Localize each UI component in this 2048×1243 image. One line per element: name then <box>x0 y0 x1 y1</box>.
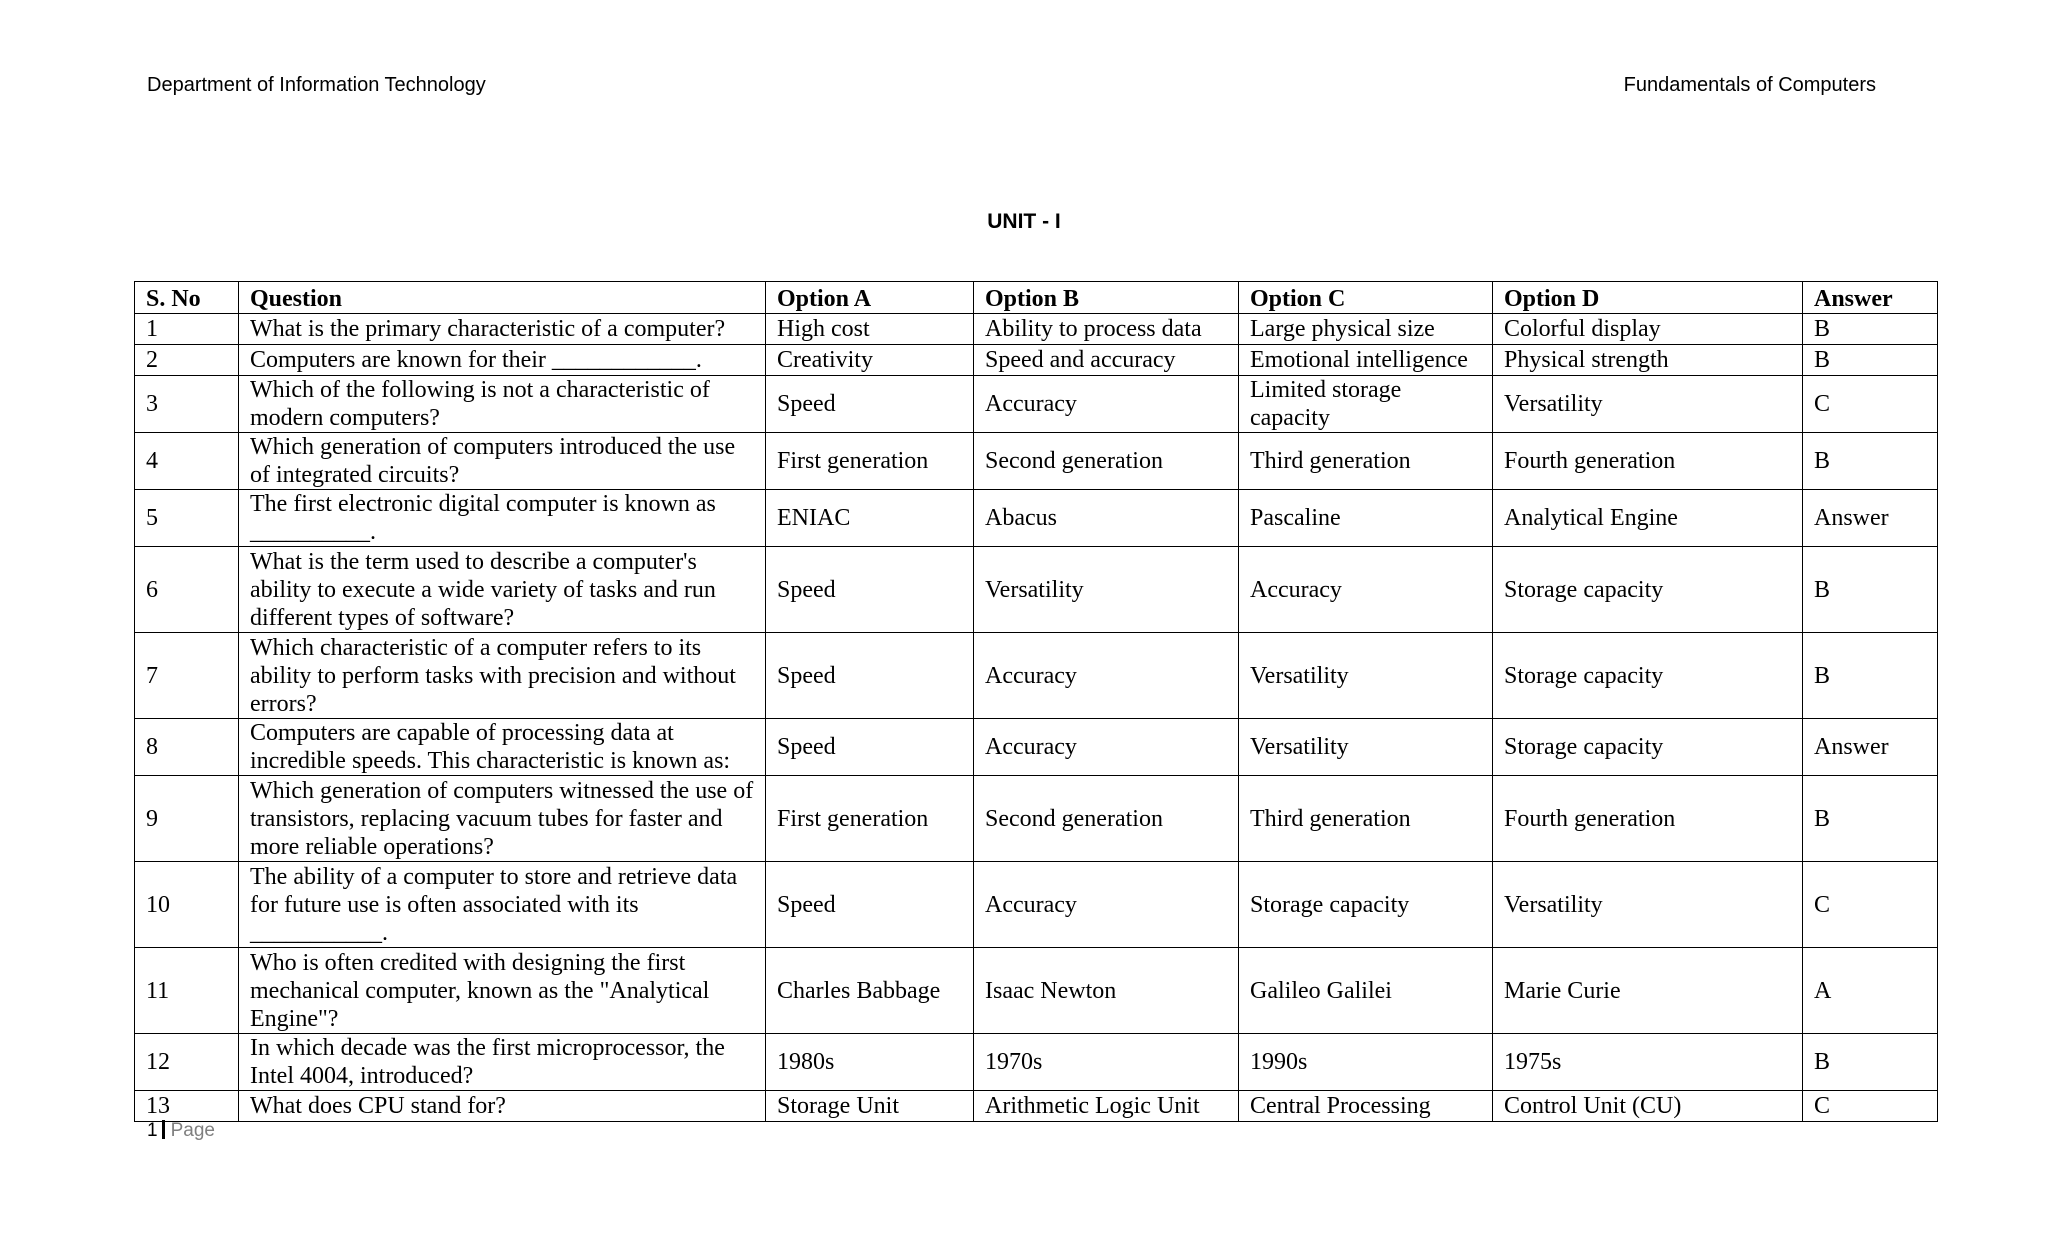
cell-question: In which decade was the first microprocessor, the Intel 4004, introduced? <box>239 1034 766 1091</box>
cell-option-a: Creativity <box>766 345 974 376</box>
cell-question: What is the primary characteristic of a computer? <box>239 314 766 345</box>
cell-option-a: First generation <box>766 776 974 862</box>
cell-option-c: Third generation <box>1239 433 1493 490</box>
cell-option-b: Accuracy <box>974 719 1239 776</box>
cell-answer: C <box>1803 376 1938 433</box>
mcq-table <box>134 281 1938 1122</box>
cell-option-c: Large physical size <box>1239 314 1493 345</box>
header-department: Department of Information Technology <box>147 74 486 96</box>
table-row <box>135 490 1938 547</box>
cell-option-a: High cost <box>766 314 974 345</box>
col-header-option-c: Option C <box>1239 282 1493 314</box>
cell-sno: 10 <box>135 862 239 948</box>
cell-question: Which characteristic of a computer refers to its ability to perform tasks with precision and without errors? <box>239 633 766 719</box>
cell-option-a: Storage Unit <box>766 1091 974 1122</box>
cell-answer: B <box>1803 633 1938 719</box>
cell-option-c: 1990s <box>1239 1034 1493 1091</box>
cell-sno: 7 <box>135 633 239 719</box>
header-course: Fundamentals of Computers <box>1623 74 1876 96</box>
cell-sno: 3 <box>135 376 239 433</box>
cell-option-a: 1980s <box>766 1034 974 1091</box>
cell-answer: B <box>1803 433 1938 490</box>
cell-option-b: Accuracy <box>974 862 1239 948</box>
table-row <box>135 345 1938 376</box>
cell-option-c: Accuracy <box>1239 547 1493 633</box>
table-row <box>135 547 1938 633</box>
cell-option-a: First generation <box>766 433 974 490</box>
cell-sno: 8 <box>135 719 239 776</box>
col-header-option-d: Option D <box>1493 282 1803 314</box>
cell-option-d: Versatility <box>1493 376 1803 433</box>
mcq-table-container <box>134 281 1937 1122</box>
cell-answer: B <box>1803 1034 1938 1091</box>
cell-answer: B <box>1803 547 1938 633</box>
table-row <box>135 633 1938 719</box>
table-row <box>135 948 1938 1034</box>
cell-option-a: Speed <box>766 719 974 776</box>
cell-option-d: Colorful display <box>1493 314 1803 345</box>
cell-sno: 12 <box>135 1034 239 1091</box>
table-row <box>135 719 1938 776</box>
cell-option-d: Control Unit (CU) <box>1493 1091 1803 1122</box>
cell-answer: B <box>1803 776 1938 862</box>
cell-option-a: Speed <box>766 862 974 948</box>
cell-option-d: Storage capacity <box>1493 633 1803 719</box>
page-label: Page <box>170 1120 215 1141</box>
cell-sno: 6 <box>135 547 239 633</box>
cell-option-a: Charles Babbage <box>766 948 974 1034</box>
table-row <box>135 1034 1938 1091</box>
cell-sno: 1 <box>135 314 239 345</box>
cell-question: Computers are known for their ____________. <box>239 345 766 376</box>
cell-option-c: Pascaline <box>1239 490 1493 547</box>
cell-question: What does CPU stand for? <box>239 1091 766 1122</box>
cell-option-d: Marie Curie <box>1493 948 1803 1034</box>
cell-option-c: Central Processing <box>1239 1091 1493 1122</box>
cell-sno: 11 <box>135 948 239 1034</box>
cell-option-d: Physical strength <box>1493 345 1803 376</box>
col-header-sno: S. No <box>135 282 239 314</box>
cell-answer: C <box>1803 862 1938 948</box>
table-row <box>135 1091 1938 1122</box>
cell-option-c: Storage capacity <box>1239 862 1493 948</box>
table-row <box>135 862 1938 948</box>
cell-sno: 13 <box>135 1091 239 1122</box>
cell-option-d: Storage capacity <box>1493 719 1803 776</box>
cell-question: The first electronic digital computer is known as __________. <box>239 490 766 547</box>
col-header-answer: Answer <box>1803 282 1938 314</box>
cell-option-b: Isaac Newton <box>974 948 1239 1034</box>
page-number: 1 <box>147 1120 158 1141</box>
table-row <box>135 376 1938 433</box>
cell-question: Computers are capable of processing data at incredible speeds. This characteristic is known as: <box>239 719 766 776</box>
cell-answer: A <box>1803 948 1938 1034</box>
footer-divider <box>162 1120 165 1139</box>
cell-option-d: Storage capacity <box>1493 547 1803 633</box>
cell-sno: 9 <box>135 776 239 862</box>
cell-option-a: ENIAC <box>766 490 974 547</box>
cell-option-a: Speed <box>766 376 974 433</box>
cell-option-b: Speed and accuracy <box>974 345 1239 376</box>
table-row <box>135 776 1938 862</box>
cell-sno: 4 <box>135 433 239 490</box>
cell-question: The ability of a computer to store and retrieve data for future use is often associated with its ___________. <box>239 862 766 948</box>
cell-question: What is the term used to describe a computer's ability to execute a wide variety of tasks and run different types of software? <box>239 547 766 633</box>
cell-option-b: Abacus <box>974 490 1239 547</box>
cell-option-b: Ability to process data <box>974 314 1239 345</box>
cell-option-b: Arithmetic Logic Unit <box>974 1091 1239 1122</box>
cell-option-d: Fourth generation <box>1493 433 1803 490</box>
cell-question: Which generation of computers introduced the use of integrated circuits? <box>239 433 766 490</box>
cell-option-d: Versatility <box>1493 862 1803 948</box>
cell-option-b: Versatility <box>974 547 1239 633</box>
cell-option-b: 1970s <box>974 1034 1239 1091</box>
cell-option-c: Versatility <box>1239 633 1493 719</box>
cell-option-c: Third generation <box>1239 776 1493 862</box>
cell-option-c: Galileo Galilei <box>1239 948 1493 1034</box>
page-footer <box>147 1120 215 1142</box>
cell-option-d: Analytical Engine <box>1493 490 1803 547</box>
cell-sno: 2 <box>135 345 239 376</box>
table-header-row <box>135 282 1938 314</box>
cell-option-a: Speed <box>766 633 974 719</box>
table-body <box>135 314 1938 1122</box>
cell-option-b: Second generation <box>974 433 1239 490</box>
cell-option-b: Accuracy <box>974 376 1239 433</box>
cell-option-c: Versatility <box>1239 719 1493 776</box>
cell-sno: 5 <box>135 490 239 547</box>
table-row <box>135 314 1938 345</box>
cell-answer: B <box>1803 345 1938 376</box>
cell-question: Who is often credited with designing the first mechanical computer, known as the "Analytical Engine"? <box>239 948 766 1034</box>
cell-question: Which of the following is not a characteristic of modern computers? <box>239 376 766 433</box>
cell-option-b: Accuracy <box>974 633 1239 719</box>
cell-option-a: Speed <box>766 547 974 633</box>
cell-answer: Answer <box>1803 719 1938 776</box>
col-header-question: Question <box>239 282 766 314</box>
cell-answer: B <box>1803 314 1938 345</box>
cell-option-c: Emotional intelligence <box>1239 345 1493 376</box>
cell-option-b: Second generation <box>974 776 1239 862</box>
col-header-option-b: Option B <box>974 282 1239 314</box>
cell-answer: Answer <box>1803 490 1938 547</box>
col-header-option-a: Option A <box>766 282 974 314</box>
cell-option-d: 1975s <box>1493 1034 1803 1091</box>
cell-option-d: Fourth generation <box>1493 776 1803 862</box>
cell-option-c: Limited storage capacity <box>1239 376 1493 433</box>
cell-answer: C <box>1803 1091 1938 1122</box>
unit-title: UNIT - I <box>987 210 1061 233</box>
cell-question: Which generation of computers witnessed the use of transistors, replacing vacuum tubes for faster and more reliable operations? <box>239 776 766 862</box>
table-row <box>135 433 1938 490</box>
